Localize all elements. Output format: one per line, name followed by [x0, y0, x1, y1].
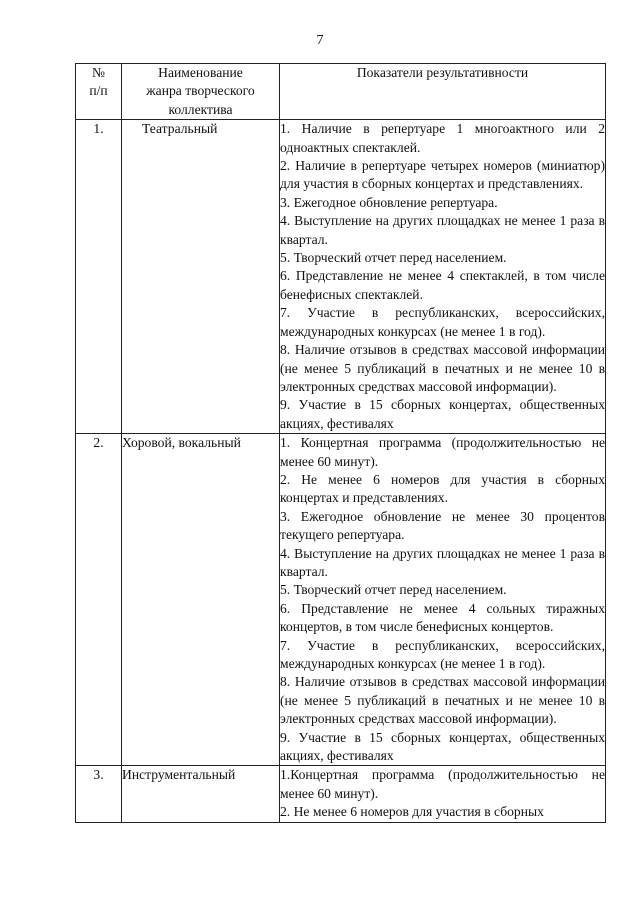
indicator-item: 6. Представление не менее 4 спектаклей, в том числе бенефисных спектаклей. — [280, 268, 605, 302]
row-number: 2. — [76, 434, 122, 766]
indicator-item: 9. Участие в 15 сборных концертах, общественных акциях, фестивалях — [280, 729, 605, 764]
row-indicators — [280, 120, 606, 434]
indicator-item: 5. Творческий отчет перед населением. — [280, 250, 507, 266]
header-number-line1: № — [92, 65, 105, 80]
indicator-item: 2. Наличие в репертуаре четырех номеров (миниатюр) для участия в сборных концертах и представлениях. — [280, 158, 605, 192]
indicator-item: 8. Наличие отзывов в средствах массовой информации (не менее 5 публикаций в печатных и не менее 10 в электронных средствах массовой информации). — [280, 342, 605, 394]
indicator-item: 4. Выступление на других площадках не менее 1 раза в квартал. — [280, 545, 605, 579]
indicator-item: 3. Ежегодное обновление не менее 30 процентов текущего репертуара. — [280, 508, 605, 543]
indicator-item: 2. Не менее 6 номеров для участия в сборных — [280, 804, 544, 820]
table-header-row — [76, 64, 606, 120]
indicator-item: 5. Творческий отчет перед населением. — [280, 582, 507, 598]
row-indicators — [280, 766, 606, 822]
header-indicators: Показатели результативности — [280, 64, 606, 120]
row-number: 3. — [76, 766, 122, 822]
indicator-item: 2. Не менее 6 номеров для участия в сборных концертах и представлениях. — [280, 471, 605, 506]
page-number: 7 — [316, 33, 324, 48]
row-number: 1. — [76, 120, 122, 434]
indicator-item: 7. Участие в республиканских, всероссийских, международных конкурсах (не менее 1 в год). — [280, 305, 605, 339]
table-row — [76, 434, 606, 766]
header-genre-line1: Наименование — [158, 65, 243, 80]
indicator-item: 1. Концертная программа (продолжительностью не менее 60 минут). — [280, 435, 605, 469]
row-genre: Театральный — [122, 120, 280, 434]
indicator-item: 4. Выступление на других площадках не менее 1 раза в квартал. — [280, 213, 605, 247]
indicator-item: 8. Наличие отзывов в средствах массовой информации (не менее 5 публикаций в печатных и не менее 10 в электронных средствах массовой информации). — [280, 674, 605, 727]
row-indicators — [280, 434, 606, 766]
table-row — [76, 766, 606, 822]
indicator-item: 3. Ежегодное обновление репертуара. — [280, 194, 498, 210]
indicator-item: 9. Участие в 15 сборных концертах, общественных акциях, фестивалях — [280, 397, 605, 431]
header-genre — [122, 64, 280, 120]
performance-indicators-table — [75, 63, 606, 823]
indicator-item: 1. Наличие в репертуаре 1 многоактного или 2 одноактных спектаклей. — [280, 121, 605, 155]
header-number — [76, 64, 122, 120]
indicator-item: 7. Участие в республиканских, всероссийских, международных конкурсах (не менее 1 в год). — [280, 637, 605, 671]
row-genre: Хоровой, вокальный — [122, 434, 280, 766]
row-genre: Инструментальный — [122, 766, 280, 822]
indicator-item: 6. Представление не менее 4 сольных тиражных концертов, в том числе бенефисных концертов. — [280, 600, 605, 635]
indicator-item: 1.Концертная программа (продолжительностью не менее 60 минут). — [280, 767, 605, 801]
header-genre-line3: коллектива — [168, 101, 233, 117]
table-row — [76, 120, 606, 434]
header-genre-line2: жанра творческого — [146, 83, 255, 99]
header-number-line2: п/п — [89, 83, 108, 99]
